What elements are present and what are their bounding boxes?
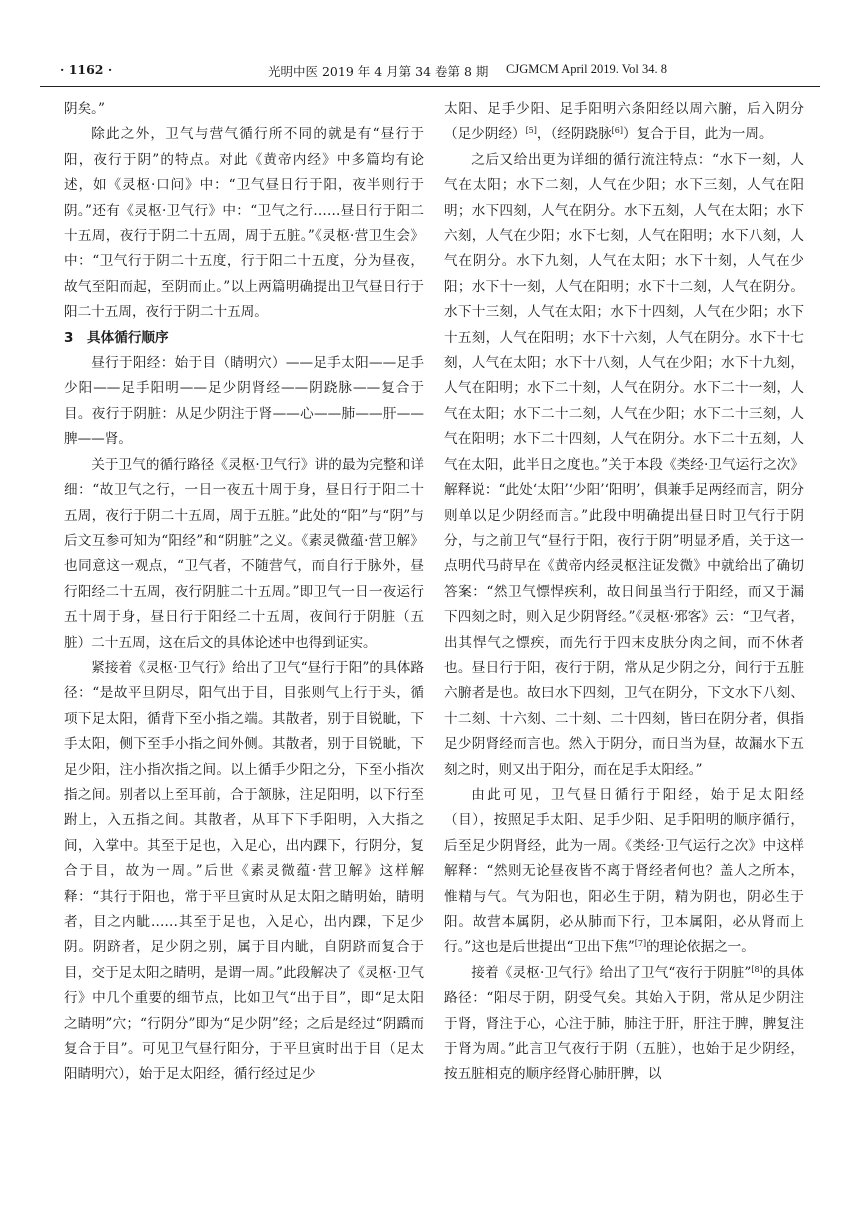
paragraph bbox=[444, 783, 804, 961]
paragraph: 之后又给出更为详细的循行流注特点：“水下一刻，人气在太阳；水下二刻，人气在少阳；水下三刻，人气在阳明；水下四刻，人气在阴分。水下五刻，人气在太阳；水下六刻，人气在少阳；水下七刻，人气在阳明；水下八刻，人气在阴分。水下九刻，人气在太阳；水下十刻，人气在少阳；水下十一刻，人气在阳明；水下十二刻，人气在阴分。水下十三刻，人气在太阳；水下十四刻，人气在少阳；水下十五刻，人气在阳明；水下十六刻，人气在阴分。水下十七刻，人气在太阳；水下十八刻，人气在少阳；水下十九刻，人气在阳明；水下二十刻，人气在阴分。水下二十一刻，人气在太阳；水下二十二刻，人气在少阳；水下二十三刻，人气在阳明；水下二十四刻，人气在阴分。水下二十五刻，人气在太阳，此半日之度也。”关于本段《类经·卫气运行之次》解释说：“此处‘太阳’‘少阳’‘阳明’，俱兼手足两经而言，阴分则单以足少阴经而言。”此段中明确提出昼日时卫气行于阴分，与之前卫气“昼行于阳，夜行于阴”明显矛盾，关于这一点明代马莳早在《黄帝内经灵枢注证发微》中就给出了确切答案：“然卫气慓悍疾利，故日间虽当行于阳经，而又于漏下四刻之时，则入足少阴肾经。”《灵枢·邪客》云：“卫气者，出其悍气之慓疾，而先行于四末皮肤分肉之间，而不休者也。昼日行于阳，夜行于阴，常从足少阴之分，间行于五脏六腑者是也。故曰水下四刻，卫气在阴分，下文水下八刻、十二刻、十六刻、二十刻、二十四刻，皆曰在阴分者，俱指足少阴肾经而言也。然入于阴分，而日当为昼，故漏水下五刻之时，则又出于阳分，而在足手太阳经。” bbox=[444, 151, 804, 778]
paragraph-text: ）复合于目，此为一周。 bbox=[623, 126, 773, 143]
page-header bbox=[40, 58, 820, 87]
paragraph-text: 的具体路径：“阳尽于阴，阴受气矣。其始入于阴，常从足少阴注于肾，肾注于心，心注于肺，肺注于肝，肝注于脾，脾复注于肾为周。”此言卫气夜行于阴（五脏），也始于足少阴经，按五脏相克的顺序经肾心肺肝脾，以 bbox=[444, 964, 805, 1083]
paragraph: 昼行于阳经：始于目（睛明穴）——足手太阳——足手少阳——足手阳明——足少阴肾经——阴跷脉——复合于目。夜行于阴脏：从足少阴注于肾——心——肺——肝——脾——肾。 bbox=[64, 355, 424, 448]
citation-ref: [6] bbox=[611, 126, 624, 136]
citation-ref: [5] bbox=[525, 126, 537, 136]
citation-ref: [7] bbox=[634, 939, 647, 949]
right-column bbox=[444, 97, 804, 1088]
left-column bbox=[64, 97, 424, 1088]
paragraph: 阴矣。” bbox=[64, 101, 105, 117]
section-heading: 3 具体循行顺序 bbox=[64, 329, 169, 346]
paragraph-text: 接着《灵枢·卫气行》给出了卫气“夜行于阴脏” bbox=[471, 964, 752, 981]
journal-title-cn: 光明中医 2019 年 4 月第 34 卷第 8 期 bbox=[268, 64, 489, 79]
paragraph-text: 由此可见，卫气昼日循行于阳经，始于足太阳经（目），按照足手太阳、足手少阳、足手阳明的顺序循行，后至足少阴肾经，此为一周。《类经·卫气运行之次》中这样解释：“然则无论昼夜皆不离于肾经者何也？盖人之所本，惟精与气。气为阳也，阳必生于阴，精为阴也，阴必生于阳。故营本属阴，必从肺而下行，卫本属阳，必从肾而上行。”这也是后世提出“卫出下焦” bbox=[444, 786, 804, 956]
paragraph-text: 的理论依据之一。 bbox=[646, 939, 755, 956]
paragraph-text: ，（经阴跷脉 bbox=[536, 126, 612, 143]
paragraph bbox=[444, 961, 804, 1088]
paragraph: 除此之外，卫气与营气循行所不同的就是有“昼行于阳，夜行于阴”的特点。对此《黄帝内经》中多篇均有论述，如《灵枢·口问》中：“卫气昼日行于阳，夜半则行于阴。”还有《灵枢·卫气行》中：“卫气之行……昼日行于阳二十五周，夜行于阴二十五周，周于五脏。”《灵枢·营卫生会》中：“卫气行于阴二十五度，行于阳二十五度，分为昼夜，故气至阳而起，至阴而止。”以上两篇明确提出卫气昼日行于阳二十五周，夜行于阴二十五周。 bbox=[64, 126, 424, 321]
paragraph: 紧接着《灵枢·卫气行》给出了卫气“昼行于阳”的具体路径：“是故平旦阴尽，阳气出于目，目张则气上行于头，循项下足太阳，循背下至小指之端。其散者，别于目锐眦，下手太阳，侧下至手小指之间外侧。其散者，别于目锐眦，下足少阳，注小指次指之间。以上循手少阳之分，下至小指次指之间。别者以上至耳前，合于颔脉，注足阳明，以下行至跗上，入五指之间。其散者，从耳下下手阳明，入大指之间，入掌中。其至于足也，入足心，出内踝下，行阴分，复合于目，故为一周。”后世《素灵微蕴·营卫解》这样解释：“其行于阳也，常于平旦寅时从足太阳之睛明始，睛明者，目之内眦……其至于足也，入足心，出内踝，下足少阴。阴跻者，足少阴之别，属于目内眦，自阴跻而复合于目，交于足太阳之睛明，是谓一周。”此段解决了《灵枢·卫气行》中几个重要的细节点，比如卫气“出于目”，即“足太阳之睛明”穴；“行阴分”即为“足少阴”经；之后是经过“阴蹻而复合于目”。可见卫气昼行阳分，于平旦寅时出于目（足太阳睛明穴），始于足太阳经，循行经过足少 bbox=[64, 659, 424, 1083]
paragraph bbox=[444, 97, 804, 148]
paragraph-text: 太阳、足手少阳、足手阳明六条阳经以周六腑，后入阴分（足少阴经） bbox=[444, 101, 804, 143]
journal-title-en: CJGMCM April 2019. Vol 34. 8 bbox=[506, 62, 668, 76]
citation-ref: [8] bbox=[751, 964, 763, 974]
paragraph: 关于卫气的循行路径《灵枢·卫气行》讲的最为完整和详细：“故卫气之行，一日一夜五十周于身，昼日行于阳二十五周，夜行于阴二十五周，周于五脏。”此处的“阳”与“阴”与后文互参可知为“阳经”和“阴脏”之义。《素灵微蕴·营卫解》也同意这一观点，“卫气者，不随营气，而自行于脉外，昼行阳经二十五周，夜行阴脏二十五周。”即卫气一日一夜运行五十周于身，昼日行于阳经二十五周，夜间行于阴脏（五脏）二十五周，这在后文的具体论述中也得到证实。 bbox=[64, 456, 424, 651]
page-number: · 1162 · bbox=[60, 62, 113, 77]
